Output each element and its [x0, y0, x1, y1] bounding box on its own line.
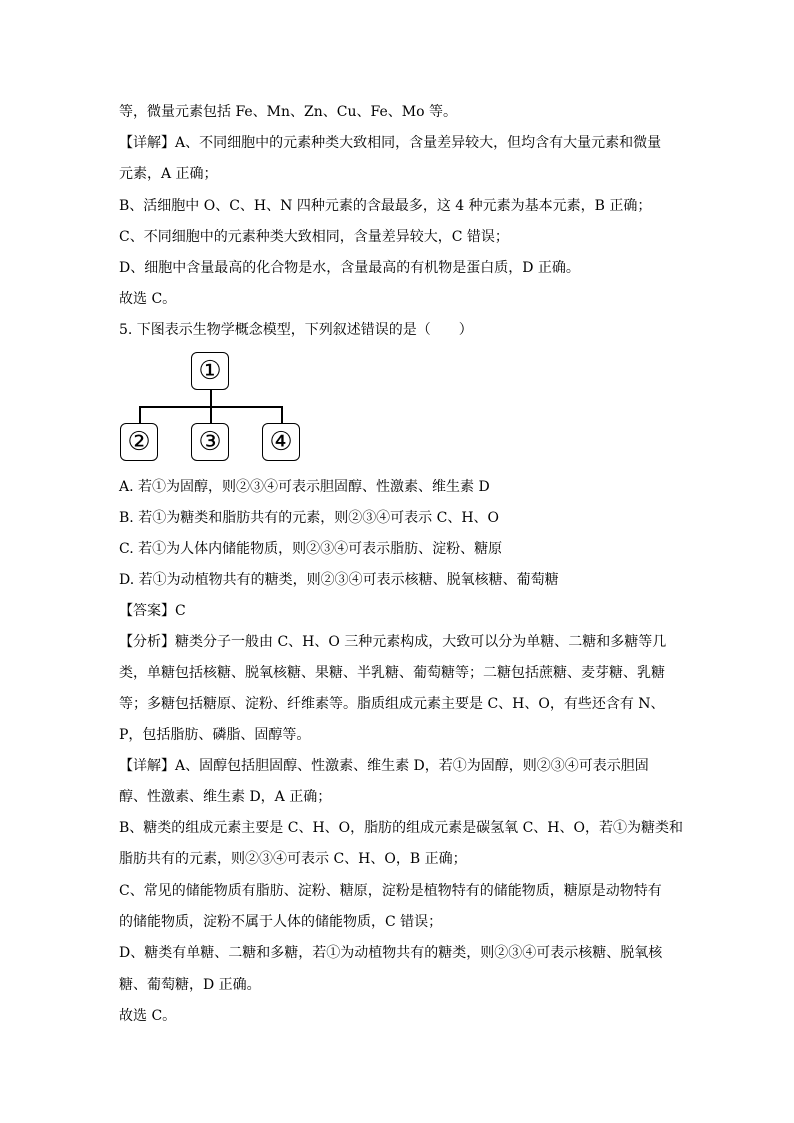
analysis-line: 类，单糖包括核糖、脱氧核糖、果糖、半乳糖、葡萄糖等；二糖包括蔗糖、麦芽糖、乳糖 [119, 665, 665, 681]
explanation-line: 故选 C。 [119, 1008, 177, 1024]
explanation-line: 【详解】A、固醇包括胆固醇、性激素、维生素 D，若①为固醇，则②③④可表示胆固 [119, 758, 649, 774]
concept-model-diagram [119, 348, 309, 470]
option-d: D. 若①为动植物共有的糖类，则②③④可表示核糖、脱氧核糖、葡萄糖 [119, 572, 559, 588]
text-line: D、细胞中含量最高的化合物是水，含量最高的有机物是蛋白质，D 正确。 [119, 260, 580, 276]
explanation-line: D、糖类有单糖、二糖和多糖，若①为动植物共有的糖类，则②③④可表示核糖、脱氧核 [119, 945, 663, 961]
diagram-connector [210, 406, 212, 423]
explanation-line: 的储能物质，淀粉不属于人体的储能物质，C 错误； [119, 914, 443, 930]
diagram-connector [210, 390, 212, 406]
diagram-box-child: ② [120, 423, 158, 461]
explanation-line: 糖、葡萄糖，D 正确。 [119, 977, 261, 993]
diagram-connector [139, 406, 141, 423]
question-stem: 5. 下图表示生物学概念模型，下列叙述错误的是（ ） [119, 322, 473, 338]
option-b: B. 若①为糖类和脂肪共有的元素，则②③④可表示 C、H、O [119, 510, 500, 526]
text-line: C、不同细胞中的元素种类大致相同，含量差异较大，C 错误； [119, 229, 509, 245]
text-line: B、活细胞中 O、C、H、N 四种元素的含最最多，这 4 种元素为基本元素，B 正确； [119, 198, 652, 214]
analysis-line: P，包括脂肪、磷脂、固醇等。 [119, 727, 311, 743]
explanation-line: B、糖类的组成元素主要是 C、H、O，脂肪的组成元素是碳氢氧 C、H、O，若①为糖类和 [119, 820, 683, 836]
answer-line: 【答案】C [119, 603, 186, 619]
diagram-connector [281, 406, 283, 423]
text-line: 元素，A 正确； [119, 166, 218, 182]
diagram-box-child: ③ [191, 423, 229, 461]
analysis-line: 【分析】糖类分子一般由 C、H、O 三种元素构成，大致可以分为单糖、二糖和多糖等几 [119, 634, 667, 650]
text-line: 【详解】A、不同细胞中的元素种类大致相同，含量差异较大，但均含有大量元素和微量 [119, 135, 662, 151]
explanation-line: C、常见的储能物质有脂肪、淀粉、糖原，淀粉是植物特有的储能物质，糖原是动物特有 [119, 883, 662, 899]
option-a: A. 若①为固醇，则②③④可表示胆固醇、性激素、维生素 D [119, 479, 490, 495]
option-c: C. 若①为人体内储能物质，则②③④可表示脂肪、淀粉、糖原 [119, 541, 503, 557]
explanation-line: 醇、性激素、维生素 D，A 正确； [119, 789, 332, 805]
text-line: 故选 C。 [119, 291, 177, 307]
diagram-box-child: ④ [262, 423, 300, 461]
text-line: 等，微量元素包括 Fe、Mn、Zn、Cu、Fe、Mo 等。 [119, 104, 457, 120]
diagram-box-top: ① [191, 352, 229, 390]
explanation-line: 脂肪共有的元素，则②③④可表示 C、H、O，B 正确； [119, 851, 467, 867]
analysis-line: 等；多糖包括糖原、淀粉、纤维素等。脂质组成元素主要是 C、H、O，有些还含有 N、 [119, 696, 665, 712]
